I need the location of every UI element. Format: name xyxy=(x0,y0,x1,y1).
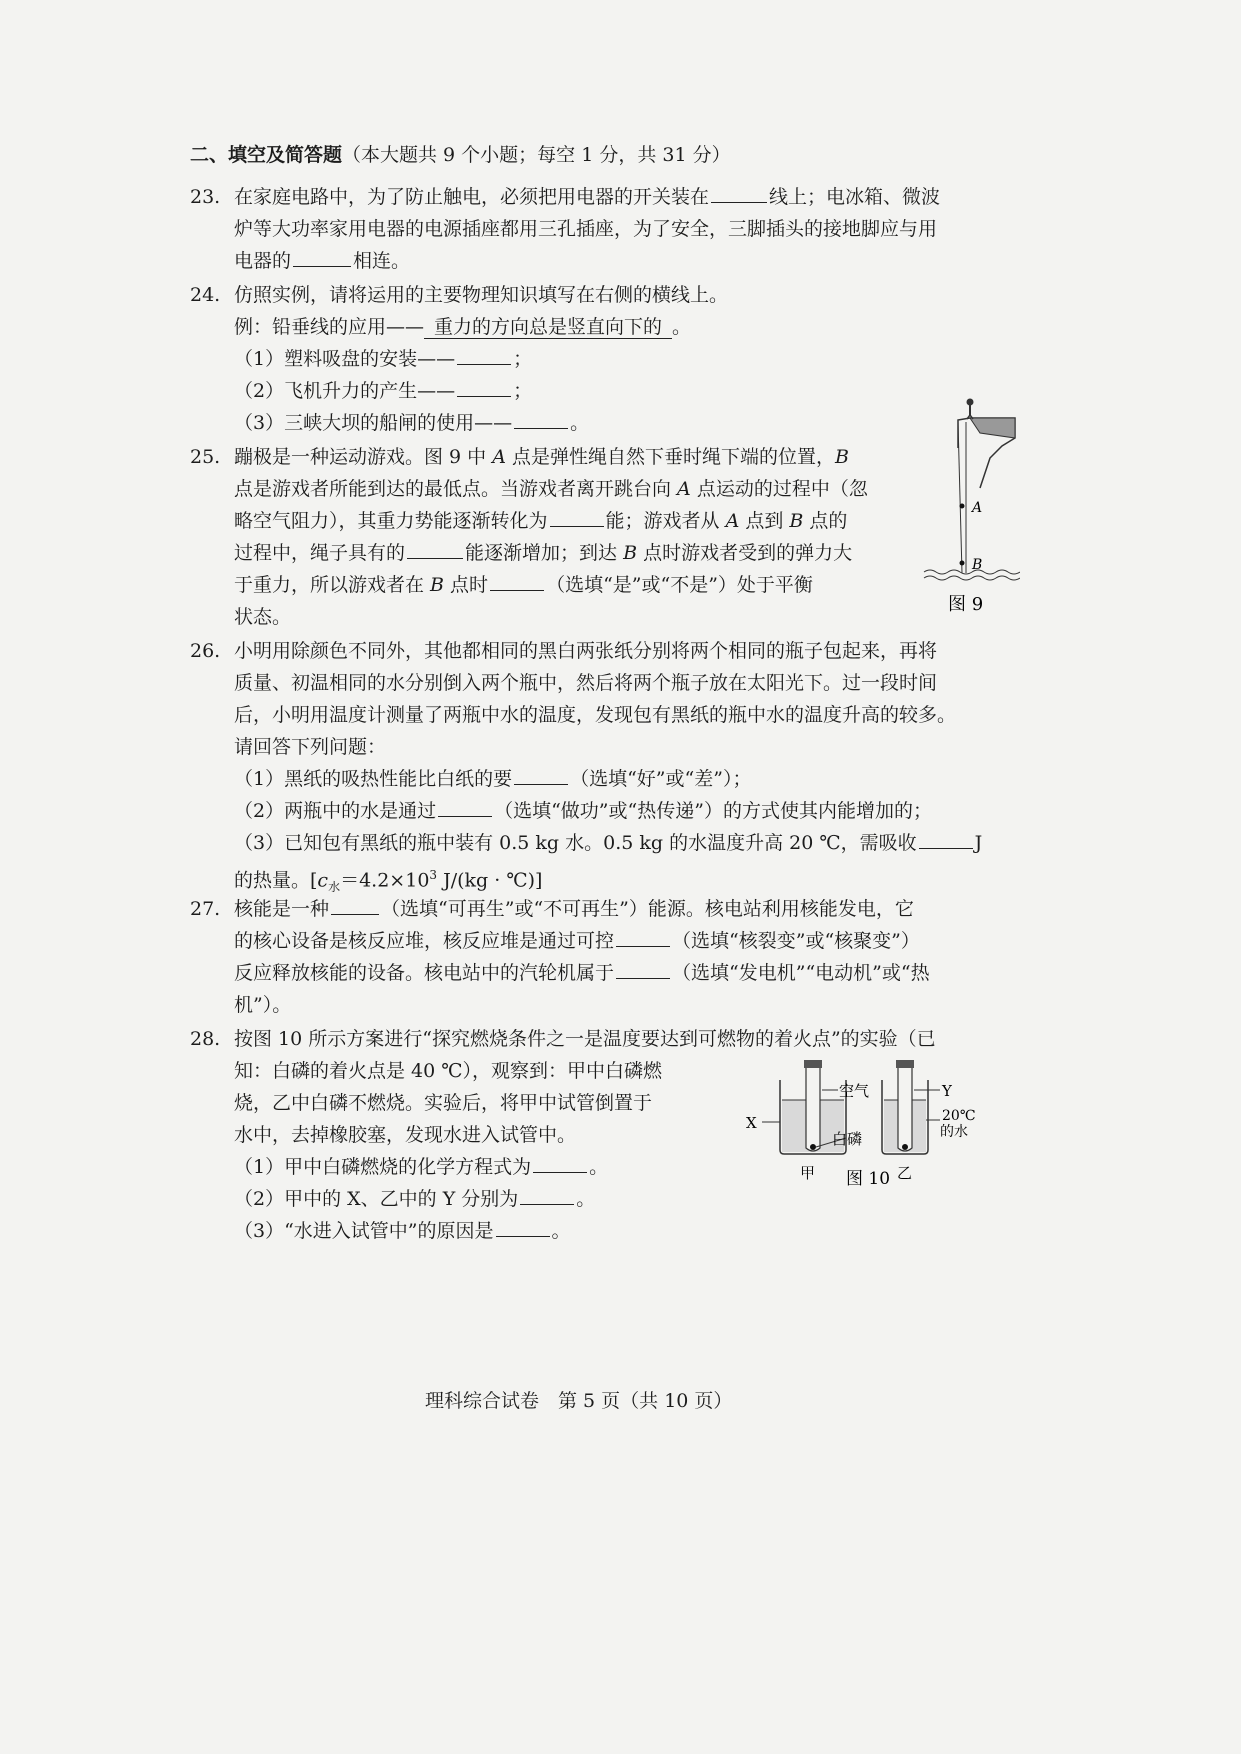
q28-sub-1: （1）甲中白磷燃烧的化学方程式为 。 xyxy=(234,1152,608,1182)
water-word-label: 的水 xyxy=(940,1124,968,1140)
answer-blank[interactable] xyxy=(457,344,511,365)
rope xyxy=(958,422,962,573)
jump-platform xyxy=(958,418,1015,488)
q28-line-2: 知：白磷的着火点是 40 ℃），观察到：甲中白磷燃 xyxy=(234,1060,663,1082)
example-answer: 重力的方向总是竖直向下的 xyxy=(424,316,672,339)
q27-line-1: 27. 核能是一种 （选填“可再生”或“不可再生”）能源。核电站利用核能发电，它 xyxy=(190,894,914,924)
section-title xyxy=(190,140,731,170)
question-number: 23. xyxy=(190,186,221,208)
x-label: X xyxy=(746,1114,757,1132)
answer-blank[interactable] xyxy=(514,408,568,429)
figure-9 xyxy=(920,388,1020,618)
answer-blank[interactable] xyxy=(711,182,767,203)
point-b-label: B xyxy=(972,557,983,573)
q26-line-2: 质量、初温相同的水分别倒入两个瓶中，然后将两个瓶子放在太阳光下。过一段时间 xyxy=(234,672,938,694)
answer-blank[interactable] xyxy=(514,764,568,785)
beaker-left-name: 甲 xyxy=(800,1164,816,1182)
question-number: 24. xyxy=(190,284,221,306)
y-label: Y xyxy=(942,1082,952,1100)
answer-blank[interactable] xyxy=(520,1184,574,1205)
test-tube-left xyxy=(804,1060,822,1151)
jumper-icon xyxy=(967,399,974,420)
q24-item-1: （1）塑料吸盘的安装—— ； xyxy=(234,344,532,374)
q25-line-3: 略空气阻力），其重力势能逐渐转化为 能；游戏者从 A 点到 B 点的 xyxy=(234,506,847,536)
answer-blank[interactable] xyxy=(616,958,670,979)
section-note: （本大题共 9 个小题；每空 1 分，共 31 分） xyxy=(342,144,731,166)
answer-blank[interactable] xyxy=(490,570,544,591)
figure-10 xyxy=(742,1050,1022,1200)
answer-blank[interactable] xyxy=(533,1152,587,1173)
beaker-left xyxy=(746,1060,869,1182)
answer-blank[interactable] xyxy=(438,796,492,817)
q28-sub-3: （3）“水进入试管中”的原因是 。 xyxy=(234,1216,571,1246)
air-label: 空气 xyxy=(839,1082,870,1100)
answer-blank[interactable] xyxy=(919,828,973,849)
beaker-right-name: 乙 xyxy=(897,1164,913,1182)
q25-line-4: 过程中，绳子具有的 能逐渐增加；到达 B 点时游戏者受到的弹力大 xyxy=(234,538,852,568)
q26-sub-3: （3）已知包有黑纸的瓶中装有 0.5 kg 水。0.5 kg 的水温度升高 20 ℃，需吸收 J xyxy=(234,828,982,858)
test-tube-right xyxy=(896,1060,914,1151)
water-wave xyxy=(924,576,1020,580)
q27-line-3: 反应释放核能的设备。核电站中的汽轮机属于 （选填“发电机”“电动机”或“热 xyxy=(234,958,930,988)
q26-line-1: 26. 小明用除颜色不同外，其他都相同的黑白两张纸分别将两个相同的瓶子包起来，再将 xyxy=(190,636,937,666)
q25-line-6: 状态。 xyxy=(234,606,292,628)
q28-line-3: 烧，乙中白磷不燃烧。实验后，将甲中试管倒置于 xyxy=(234,1092,653,1114)
answer-blank[interactable] xyxy=(331,894,379,915)
question-number: 26. xyxy=(190,640,221,662)
q24-item-3: （3）三峡大坝的船闸的使用—— 。 xyxy=(234,408,589,438)
figure-10-caption: 图 10 xyxy=(846,1169,891,1189)
page-footer: 理科综合试卷 第 5 页（共 10 页） xyxy=(425,1390,733,1412)
q25-line-2: 点是游戏者所能到达的最低点。当游戏者离开跳台向 A 点运动的过程中（忽 xyxy=(234,478,868,500)
q23-line-2: 炉等大功率家用电器的电源插座都用三孔插座，为了安全，三脚插头的接地脚应与用 xyxy=(234,218,938,240)
q23-line-1: 23. 在家庭电路中，为了防止触电，必须把用电器的开关装在 线上；电冰箱、微波 xyxy=(190,182,940,212)
beaker-right xyxy=(882,1060,975,1182)
q26-line-3: 后，小明用温度计测量了两瓶中水的温度，发现包有黑纸的瓶中水的温度升高的较多。 xyxy=(234,704,957,726)
q24-item-2: （2）飞机升力的产生—— ； xyxy=(234,376,532,406)
q25-line-1: 25. 蹦极是一种运动游戏。图 9 中 A 点是弹性绳自然下垂时绳下端的位置，B xyxy=(190,442,849,472)
point-a xyxy=(960,504,965,509)
phosphorus-label: 白磷 xyxy=(832,1130,863,1148)
answer-blank[interactable] xyxy=(616,926,670,947)
section-title-text: 二、填空及简答题 xyxy=(190,144,343,166)
q24-example: 例：铅垂线的应用—— 重力的方向总是竖直向下的 。 xyxy=(234,316,692,338)
answer-blank[interactable] xyxy=(457,376,511,397)
q27-line-4: 机”）。 xyxy=(234,994,292,1016)
question-number: 25. xyxy=(190,446,221,468)
q26-line-4: 请回答下列问题： xyxy=(234,736,387,758)
point-a-label: A xyxy=(972,500,983,516)
q28-line-1: 28. 按图 10 所示方案进行“探究燃烧条件之一是温度要达到可燃物的着火点”的实验（已 xyxy=(190,1024,936,1054)
question-number: 27. xyxy=(190,898,221,920)
q27-line-2: 的核心设备是核反应堆，核反应堆是通过可控 （选填“核裂变”或“核聚变”） xyxy=(234,926,920,956)
q28-line-4: 水中，去掉橡胶塞，发现水进入试管中。 xyxy=(234,1124,577,1146)
answer-blank[interactable] xyxy=(550,506,604,527)
q23-line-3: 电器的 相连。 xyxy=(234,246,410,276)
water-temp-label: 20℃ xyxy=(942,1108,976,1124)
q25-line-5: 于重力，所以游戏者在 B 点时 （选填“是”或“不是”）处于平衡 xyxy=(234,570,813,600)
question-number: 28. xyxy=(190,1028,221,1050)
q28-sub-2: （2）甲中的 X、乙中的 Y 分别为 。 xyxy=(234,1184,595,1214)
answer-blank[interactable] xyxy=(407,538,463,559)
answer-blank[interactable] xyxy=(293,246,351,267)
q26-sub-2: （2）两瓶中的水是通过 （选填“做功”或“热传递”）的方式使其内能增加的； xyxy=(234,796,932,826)
q24-line-1: 24. 仿照实例，请将运用的主要物理知识填写在右侧的横线上。 xyxy=(190,280,728,310)
q26-sub-1: （1）黑纸的吸热性能比白纸的要 （选填“好”或“差”）； xyxy=(234,764,751,794)
answer-blank[interactable] xyxy=(496,1216,550,1237)
q26-sub-4: 的热量。[$c_水=4.2\times 10^3$ J/(kg · ℃)] xyxy=(234,868,543,895)
point-b xyxy=(960,561,965,566)
figure-9-caption: 图 9 xyxy=(948,594,984,615)
